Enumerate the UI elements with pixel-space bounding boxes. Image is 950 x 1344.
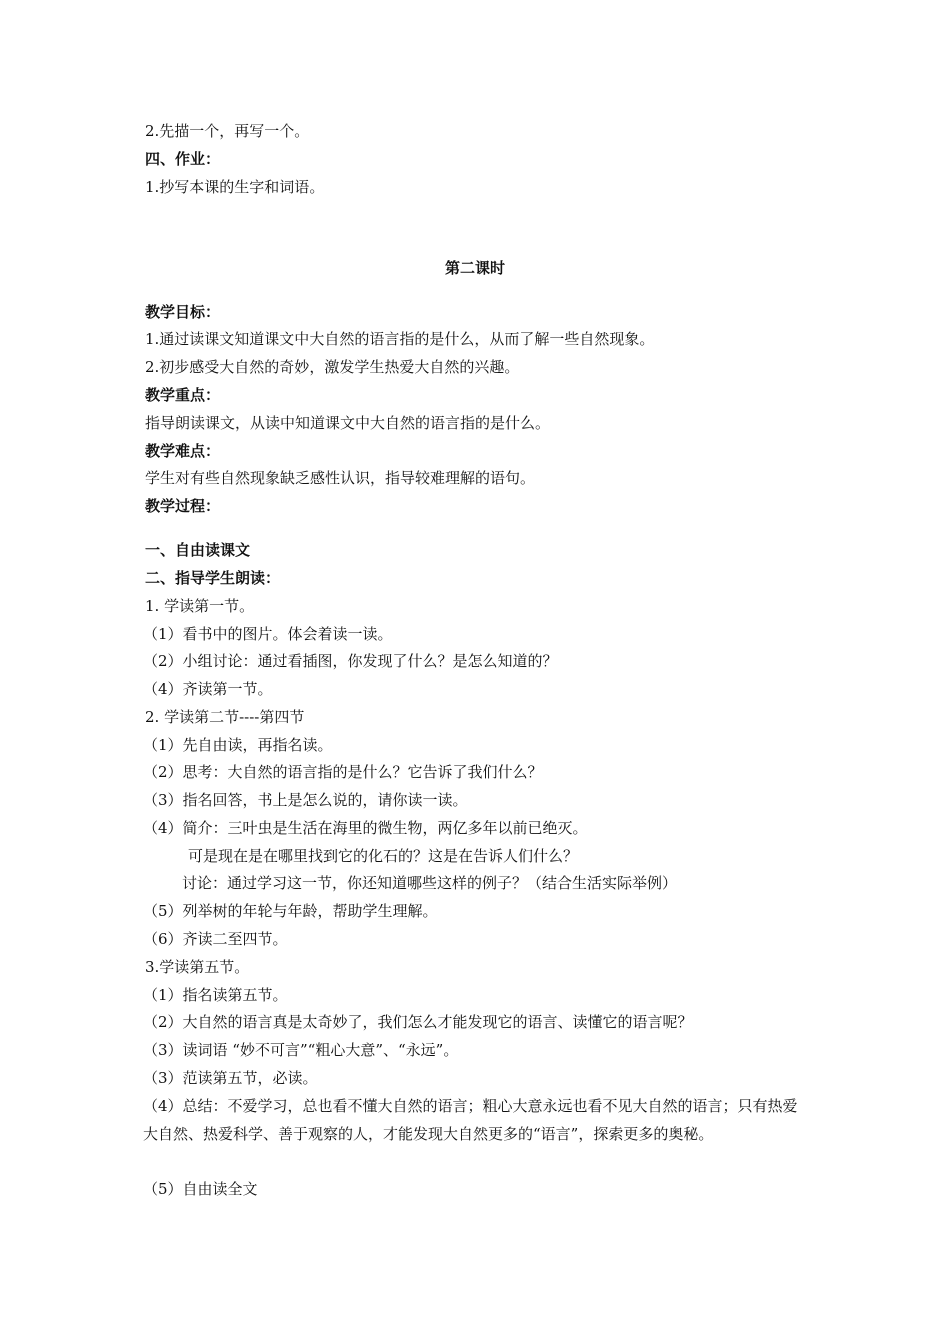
focus-heading: 教学重点： [145, 386, 221, 404]
process-line: （1）看书中的图片。体会着读一读。 [143, 625, 393, 643]
process-line: （6）齐读二至四节。 [143, 930, 288, 948]
difficulty-text: 学生对有些自然现象缺乏感性认识，指导较难理解的语句。 [145, 469, 536, 487]
goal-item: 1.通过读课文知道课文中大自然的语言指的是什么，从而了解一些自然现象。 [145, 330, 655, 348]
process-line: 3.学读第五节。 [145, 958, 250, 976]
process-heading: 教学过程： [145, 497, 221, 515]
process-line: 2. 学读第二节----第四节 [145, 708, 305, 726]
process-line: （5）列举树的年轮与年龄，帮助学生理解。 [143, 902, 438, 920]
process-line: （1）先自由读，再指名读。 [143, 736, 333, 754]
goals-heading: 教学目标： [145, 303, 221, 321]
goal-item: 2.初步感受大自然的奇妙，激发学生热爱大自然的兴趣。 [145, 358, 520, 376]
summary-paragraph: （4）总结：不爱学习，总也看不懂大自然的语言；粗心大意永远也看不见大自然的语言；只有热爱大自然、热爱科学、善于观察的人，才能发现大自然更多的“语言”，探索更多的奥秘。 [143, 1097, 798, 1143]
process-line: （3）指名回答，书上是怎么说的，请你读一读。 [143, 791, 468, 809]
process-line: （5）自由读全文 [143, 1180, 258, 1198]
process-line: 1. 学读第一节。 [145, 597, 255, 615]
process-line: （2）小组讨论：通过看插图，你发现了什么？是怎么知道的？ [143, 652, 558, 670]
difficulty-heading: 教学难点： [145, 442, 221, 460]
process-line: 讨论：通过学习这一节，你还知道哪些这样的例子？（结合生活实际举例） [182, 874, 678, 892]
process-line: （1）指名读第五节。 [143, 986, 288, 1004]
process-line: （3）读词语 “妙不可言”“粗心大意”、“永远”。 [143, 1041, 459, 1059]
text-line: 2.先描一个，再写一个。 [145, 122, 310, 140]
process-line: （2）思考：大自然的语言指的是什么？它告诉了我们什么？ [143, 763, 543, 781]
process-line: （4）齐读第一节。 [143, 680, 273, 698]
text-line: 1.抄写本课的生字和词语。 [145, 178, 325, 196]
process-line: （2）大自然的语言真是太奇妙了，我们怎么才能发现它的语言、读懂它的语言呢？ [143, 1013, 693, 1031]
focus-text: 指导朗读课文，从读中知道课文中大自然的语言指的是什么。 [145, 414, 551, 432]
process-line: （4）简介：三叶虫是生活在海里的微生物，两亿多年以前已绝灭。 [143, 819, 588, 837]
section-heading: 四、作业： [145, 150, 221, 168]
process-line: （3）范读第五节，必读。 [143, 1069, 318, 1087]
process-step-heading: 二、指导学生朗读： [145, 569, 281, 587]
lesson-title: 第二课时 [444, 259, 505, 277]
process-step-heading: 一、自由读课文 [145, 541, 251, 559]
process-line: 可是现在是在哪里找到它的化石的？这是在告诉人们什么？ [188, 847, 579, 865]
